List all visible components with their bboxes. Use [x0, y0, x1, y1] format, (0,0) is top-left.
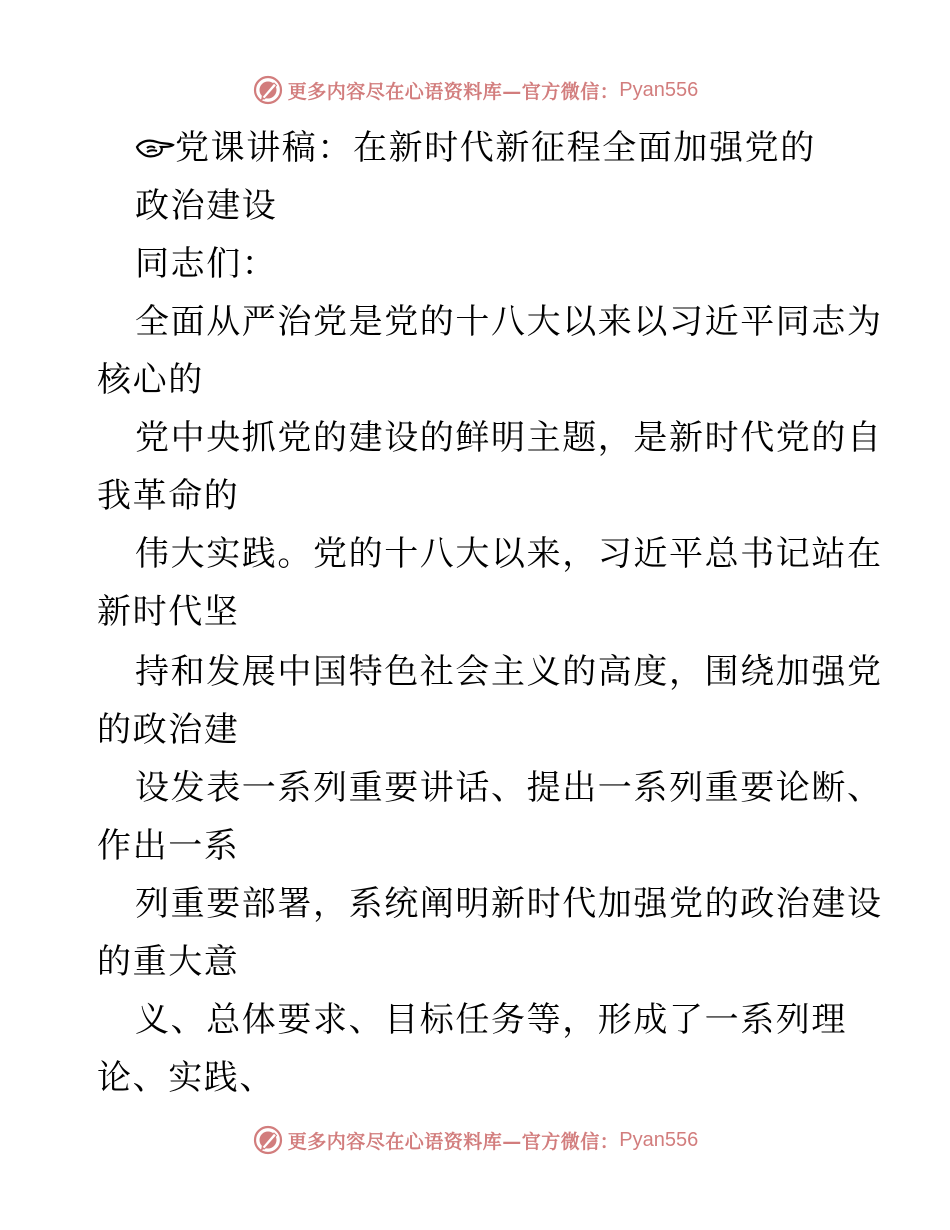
- pen-seal-logo-icon: [252, 1124, 284, 1156]
- document-title: 党课讲稿：在新时代新征程全面加强党的: [175, 128, 816, 168]
- hand-pointing-icon: [135, 133, 175, 163]
- body-line: 设发表一系列重要讲话、提出一系列重要论断、: [135, 768, 883, 808]
- body-line: 的政治建: [97, 710, 240, 750]
- body-line: 我革命的: [97, 476, 240, 516]
- body-line: 党中央抓党的建设的鲜明主题，是新时代党的自: [135, 418, 883, 458]
- header-banner-text: 更多内容尽在心语资料库—官方微信：: [287, 80, 620, 103]
- body-line: 新时代坚: [97, 592, 240, 632]
- body-line: 论、实践、: [97, 1058, 275, 1098]
- body-line: 列重要部署，系统阐明新时代加强党的政治建设: [135, 884, 883, 924]
- pen-seal-logo-icon: [252, 74, 284, 106]
- header-watermark-banner: [0, 70, 950, 110]
- footer-watermark-banner: [0, 1120, 950, 1160]
- body-line: 核心的: [97, 360, 204, 400]
- body-line: 义、总体要求、目标任务等，形成了一系列理: [135, 1000, 847, 1040]
- body-line: 持和发展中国特色社会主义的高度，围绕加强党: [135, 652, 883, 692]
- body-line: 全面从严治党是党的十八大以来以习近平同志为: [135, 302, 883, 342]
- document-title-line-1: [135, 128, 816, 168]
- footer-banner-text: 更多内容尽在心语资料库—官方微信：: [287, 1130, 620, 1153]
- body-line: 作出一系: [97, 826, 240, 866]
- footer-wechat-id: Pyan556: [619, 1128, 699, 1151]
- salutation: 同志们：: [135, 244, 278, 284]
- header-wechat-id: Pyan556: [619, 78, 699, 101]
- body-line: 伟大实践。党的十八大以来，习近平总书记站在: [135, 534, 883, 574]
- document-title-line-2: 政治建设: [135, 186, 278, 226]
- body-line: 的重大意: [97, 942, 240, 982]
